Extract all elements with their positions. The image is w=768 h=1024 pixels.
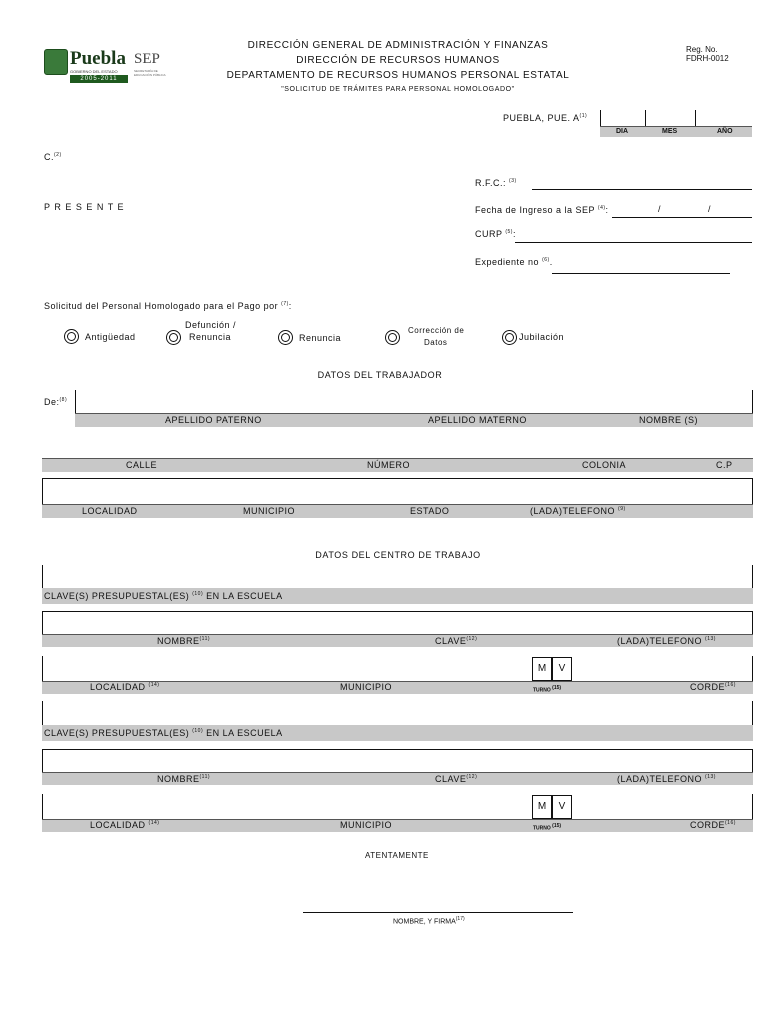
radio-jubilacion[interactable] [502,330,517,345]
centro-corde-2: CORDE$^{(16)}$ [690,820,736,830]
option-defuncion-2: Renuncia [189,332,232,342]
option-antiguedad: Antigüedad [85,332,136,342]
radio-defuncion[interactable] [166,330,181,345]
turno-v-2[interactable]: V [552,795,572,819]
expediente-field[interactable] [552,273,730,274]
fecha-field[interactable] [612,217,752,218]
date-mes: MES [662,128,678,135]
trabajador-title: DATOS DEL TRABAJADOR [317,370,443,380]
centro-localidad-1: LOCALIDAD $^{(14)}$ [90,682,160,692]
place-label: PUEBLA, PUE. $A^{(1)}$ [503,113,588,123]
address-field-right [752,478,753,505]
date-ano: AÑO [717,128,733,135]
localidad: LOCALIDAD [82,506,138,516]
centro-municipio-2: MUNICIPIO [340,820,393,830]
calle: CALLE [126,460,158,470]
de-field-right [752,390,753,414]
logo-sep: SEP [134,51,160,67]
rfc-field[interactable] [532,189,752,190]
centro-right-2 [752,701,753,725]
curp-field[interactable] [515,242,752,243]
logo-years: 2005-2011 [70,75,128,83]
option-jubilacion: Jubilación [519,332,565,342]
clave-pres-1: CLAVE(S) PRESUPUESTAL(ES) $^{(10)}$ EN LA ESCUELA [44,591,283,601]
turno-m-2[interactable]: M [532,795,552,819]
turno-v-1[interactable]: V [552,657,572,681]
school-nombre-1: NOMBRE$^{(11)}$ [157,636,211,646]
logo-brand: Puebla [70,48,126,69]
school-field-right-2 [752,749,753,773]
header-line4: "SOLICITUD DE TRÁMITES PARA PERSONAL HOMOLOGADO" [281,86,515,93]
colonia: COLONIA [582,460,627,470]
logo-sub1: GOBIERNO DEL ESTADO [70,69,118,74]
numero: NÚMERO [367,460,410,470]
centro-turno-2: TURNO $^{(15)}$ [533,823,562,832]
date-dia: DIA [616,128,629,135]
fecha-label: Fecha de Ingreso a la SEP $^{(4)}$: [475,205,609,215]
reg-code: FDRH-0012 [686,54,729,63]
school-telefono-2: (LADA)TELEFONO $^{(13)}$ [617,774,716,784]
date-divider-2 [645,110,646,126]
nombre-firma: NOMBRE, Y FIRMA$^{(17)}$ [393,916,465,926]
de-field[interactable] [76,390,752,413]
atentamente: ATENTAMENTE [365,851,429,860]
radio-antiguedad[interactable] [64,329,79,344]
estado: ESTADO [410,506,450,516]
centro-corde-1: CORDE$^{(16)}$ [690,682,736,692]
school-telefono-1: (LADA)TELEFONO $^{(13)}$ [617,636,716,646]
reg-label: Reg. No. [686,45,718,54]
school-field-right-1 [752,611,753,635]
date-divider-3 [695,110,696,126]
municipio: MUNICIPIO [243,506,296,516]
fecha-slash-2: / [708,204,712,214]
apellido-materno: APELLIDO MATERNO [428,415,527,425]
school-nombre-2: NOMBRE$^{(11)}$ [157,774,211,784]
de-label: De:$^{(8)}$ [44,397,68,407]
logo-sub2: SECRETARÍA DE EDUCACIÓN PÚBLICA [134,69,166,77]
centro-right-1 [752,565,753,589]
school-clave-2: CLAVE$^{(12)}$ [435,774,478,784]
loc-field-2[interactable] [43,794,529,818]
telefono: (LADA)TELEFONO $^{(9)}$ [530,506,626,516]
apellido-paterno: APELLIDO PATERNO [165,415,262,425]
loc-field-1[interactable] [43,656,529,680]
centro-localidad-2: LOCALIDAD $^{(14)}$ [90,820,160,830]
c-label: C.$^{(2)}$ [44,152,62,162]
school-field-2[interactable] [43,750,752,772]
rfc-label: R.F.C.: $^{(3)}$ [475,178,517,188]
expediente-label: Expediente no $^{(6)}$. [475,257,553,267]
clave-pres-2: CLAVE(S) PRESUPUESTAL(ES) $^{(10)}$ EN LA ESCUELA [44,728,283,738]
option-defuncion-1: Defunción / [185,320,237,330]
option-correccion-1: Corrección de [408,326,465,335]
address-field[interactable] [43,479,752,504]
nombres: NOMBRE (S) [639,415,698,425]
school-field-1[interactable] [43,612,752,634]
option-correccion-2: Datos [424,338,448,347]
curp-label: CURP $^{(5)}$: [475,229,516,239]
radio-correccion[interactable] [385,330,400,345]
cp: C.P [716,460,733,470]
header-line1: DIRECCIÓN GENERAL DE ADMINISTRACIÓN Y FINANZAS [247,40,549,51]
centro-municipio-1: MUNICIPIO [340,682,393,692]
fecha-slash-1: / [658,204,662,214]
signature-line[interactable] [303,912,573,913]
centro-turno-1: TURNO $^{(15)}$ [533,685,562,694]
solicitud-label: Solicitud del Personal Homologado para el Pago por $^{(7)}$: [44,301,292,311]
loc-field-right-2 [752,794,753,819]
centro-left-1 [42,565,43,589]
logo [42,45,172,89]
header-line3: DEPARTAMENTO DE RECURSOS HUMANOS PERSONAL ESTATAL [226,70,570,81]
turno-m-1[interactable]: M [532,657,552,681]
header-line2: DIRECCIÓN DE RECURSOS HUMANOS [296,55,500,66]
seal-icon [44,49,68,75]
centro-left-2 [42,701,43,725]
school-clave-1: CLAVE$^{(12)}$ [435,636,478,646]
radio-renuncia[interactable] [278,330,293,345]
option-renuncia: Renuncia [299,333,342,343]
locality-header-bar [42,504,753,518]
presente: P R E S E N T E [44,202,125,212]
centro-title: DATOS DEL CENTRO DE TRABAJO [315,550,481,560]
loc-field-right-1 [752,656,753,681]
